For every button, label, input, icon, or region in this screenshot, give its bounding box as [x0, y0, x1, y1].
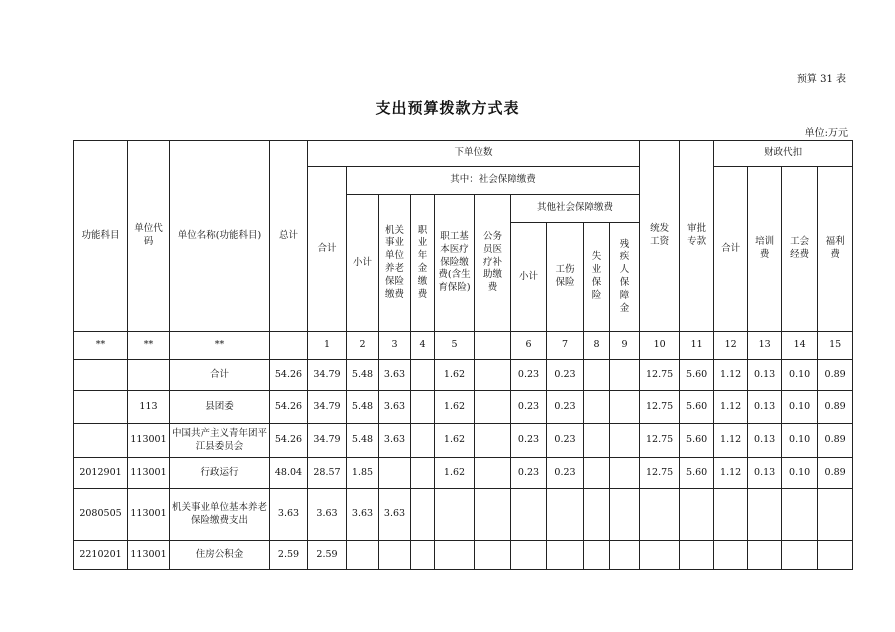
budget-table	[73, 140, 853, 570]
table-row: 2210201 113001 住房公积金 2.59 2.59	[74, 541, 853, 570]
table-row: 2080505 113001 机关事业单位基本养老保险缴费支出 3.63 3.63 3.63 3.63	[74, 489, 853, 541]
header-fiscal: 财政代扣	[714, 141, 853, 167]
header-medical: 职工基本医疗保险缴费(含生育保险)	[435, 195, 475, 332]
header-func-code: 功能科目	[74, 141, 128, 332]
table-row: 113 县团委 54.26 34.79 5.48 3.63 1.62 0.23 0.23 12.75 5.60 1.12 0.13 0.10 0.89	[74, 391, 853, 424]
table-number: 预算 31 表	[796, 74, 846, 85]
header-training: 培训费	[748, 167, 782, 332]
table-row: 2012901 113001 行政运行 48.04 28.57 1.85 1.62 0.23 0.23 12.75 5.60 1.12 0.13 0.10 0.89	[74, 458, 853, 489]
header-disabled: 残疾人保障金	[610, 223, 640, 332]
index-row: ** ** ** 1 2 3 4 5 6 7 8 9 10 11 12 13 14 15	[74, 332, 853, 360]
header-annuity: 职业年金缴费	[411, 195, 435, 332]
header-unit-name: 单位名称(功能科目)	[170, 141, 270, 332]
header-total: 总计	[270, 141, 308, 332]
page-title: 支出预算拨款方式表	[375, 99, 520, 117]
header-fiscal-total: 合计	[714, 167, 748, 332]
header-lower-unit: 下单位数	[308, 141, 640, 167]
header-salary: 统发工资	[640, 141, 680, 332]
header-injury: 工伤保险	[547, 223, 584, 332]
header-welfare: 福利费	[818, 167, 853, 332]
table-row: 合计 54.26 34.79 5.48 3.63 1.62 0.23 0.23 12.75 5.60 1.12 0.13 0.10 0.89	[74, 360, 853, 391]
header-approved: 审批专款	[680, 141, 714, 332]
header-unemploy: 失业保险	[584, 223, 610, 332]
unit-label: 单位:万元	[804, 128, 848, 139]
header-of-which: 其中：社会保障缴费	[347, 167, 640, 195]
header-civil-medical: 公务员医疗补助缴费	[475, 195, 511, 332]
header-union: 工会经费	[782, 167, 818, 332]
header-unit-code: 单位代码	[128, 141, 170, 332]
header-subtotal: 合计	[308, 167, 347, 332]
header-ss-subtotal: 小计	[347, 195, 379, 332]
header-other-subtotal: 小计	[511, 223, 547, 332]
header-other-ss: 其他社会保障缴费	[511, 195, 640, 223]
table-row: 113001 中国共产主义青年团平江县委员会 54.26 34.79 5.48 3.63 1.62 0.23 0.23 12.75 5.60 1.12 0.13 0.10 0.89	[74, 424, 853, 458]
header-pension: 机关事业单位养老保险缴费	[379, 195, 411, 332]
